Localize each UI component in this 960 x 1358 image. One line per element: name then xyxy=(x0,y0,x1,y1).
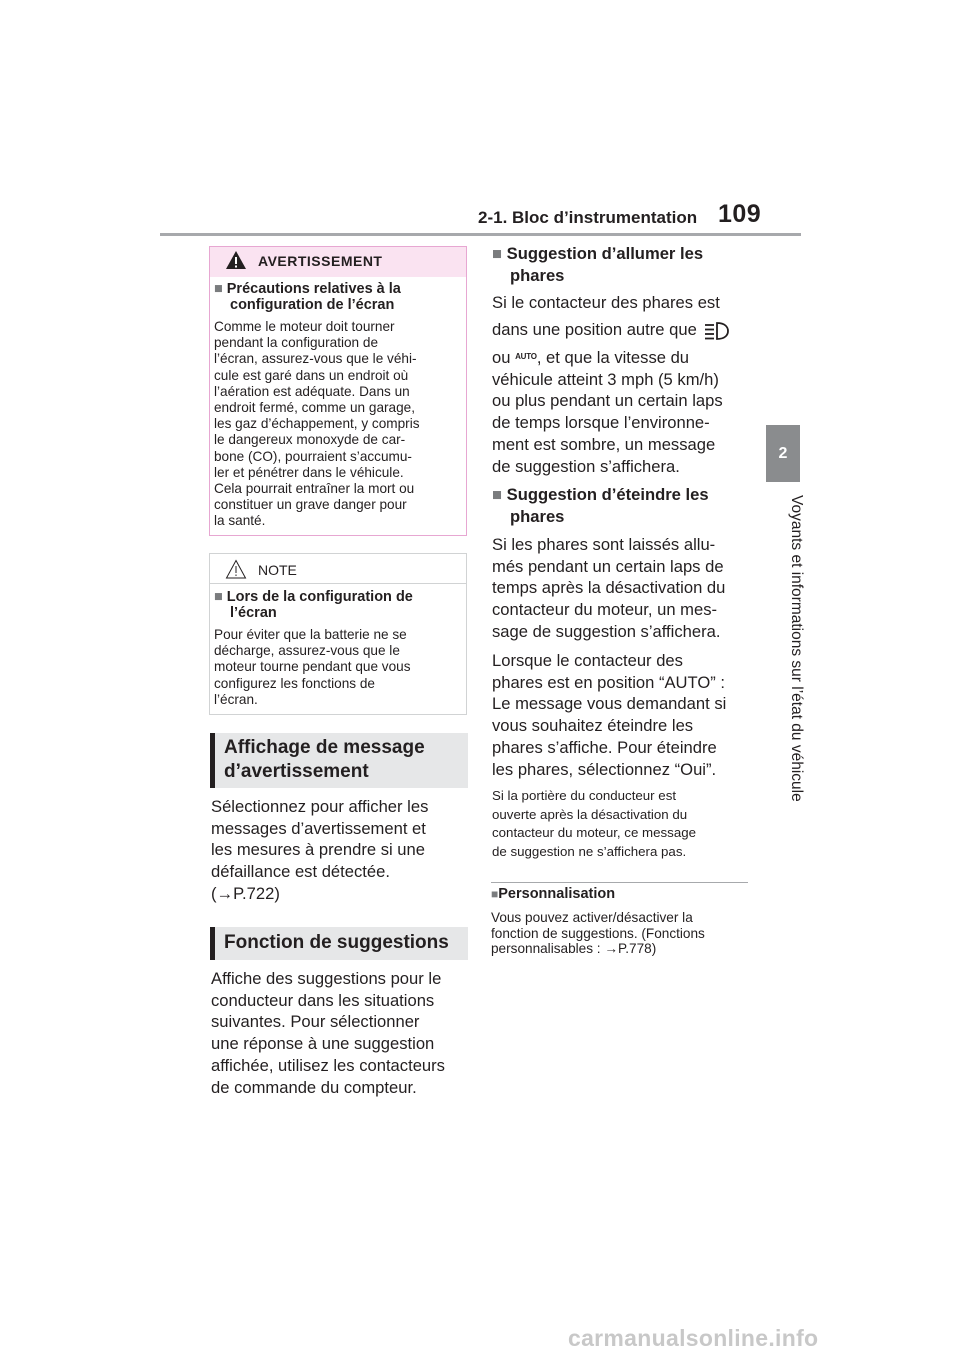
personalisation-heading-text: Personnalisation xyxy=(498,886,616,902)
section-heading-line: d’avertissement xyxy=(224,761,369,782)
paragraph-line: de commande du compteur. xyxy=(211,1077,417,1097)
paragraph-line-with-icon xyxy=(492,319,754,346)
section-heading-bar xyxy=(210,927,215,960)
note-body-line: l’écran. xyxy=(214,691,258,707)
warning-body-line: cule est garé dans un endroit où xyxy=(214,367,409,383)
paragraph-line: Sélectionnez pour afficher les xyxy=(211,797,429,816)
paragraph-line: phares est en position “AUTO” : xyxy=(492,672,726,692)
warning-subtitle-line: configuration de l’écran xyxy=(230,297,395,313)
paragraph-line: de temps lorsque l’environne- xyxy=(492,413,710,433)
subheading-line: phares xyxy=(510,506,565,526)
page-reference: (→P.722) xyxy=(211,883,280,903)
section-heading-warning-message xyxy=(210,733,468,788)
paragraph-line: vous souhaitez éteindre les xyxy=(492,716,694,736)
warning-body-line: le dangereux monoxyde de car- xyxy=(214,432,406,448)
square-bullet-icon: ■ xyxy=(214,589,223,605)
paragraph-line: més pendant un certain laps de xyxy=(492,556,724,576)
warning-message-paragraph xyxy=(211,796,471,905)
paragraph-line: affichée, utilisez les contacteurs xyxy=(211,1055,445,1075)
door-note-paragraph xyxy=(492,787,754,861)
note-title: NOTE xyxy=(258,562,297,578)
auto-position-paragraph xyxy=(492,650,754,780)
paragraph-line: Lorsque le contacteur des xyxy=(492,651,683,670)
square-bullet-icon: ■ xyxy=(492,485,503,504)
paragraph-line: une réponse à une suggestion xyxy=(211,1034,435,1054)
paragraph-text: , et que la vitesse du xyxy=(536,348,690,367)
section-divider xyxy=(491,882,748,883)
subheading-line: phares xyxy=(510,265,565,285)
warning-body-line: l’écran, assurez-vous que le véhi- xyxy=(214,351,417,367)
paragraph-line: ment est sombre, un message xyxy=(492,434,716,454)
paragraph-line: sage de suggestion s’affichera. xyxy=(492,621,721,641)
warning-body-line: ler et pénétrer dans le véhicule. xyxy=(214,464,404,480)
warning-body-line: bone (CO), pourraient s’accumu- xyxy=(214,448,412,464)
watermark: carmanualsonline.info xyxy=(568,1325,819,1351)
paragraph-line: Si le contacteur des phares est xyxy=(492,293,720,312)
warning-body xyxy=(214,319,466,530)
warning-subtitle-line: Précautions relatives à la xyxy=(226,281,401,297)
section-heading-bar xyxy=(210,733,215,788)
warning-title: AVERTISSEMENT xyxy=(258,253,383,269)
note-subtitle xyxy=(214,589,413,621)
headlight-low-beam-icon xyxy=(701,320,731,342)
chapter-tab: 2 xyxy=(766,425,800,482)
personalisation-heading xyxy=(491,886,615,902)
square-bullet-icon: ■ xyxy=(491,887,499,901)
paragraph-line: Si les phares sont laissés allu- xyxy=(492,535,716,554)
page-reference: personnalisables : →P.778) xyxy=(491,941,657,956)
paragraph-line-with-icon xyxy=(492,346,754,369)
page-number: 109 xyxy=(718,200,762,228)
paragraph-line: fonction de suggestions. (Fonctions xyxy=(491,925,705,941)
paragraph-line: véhicule atteint 3 mph (5 km/h) xyxy=(492,369,719,389)
paragraph-line: phares s’affiche. Pour éteindre xyxy=(492,737,717,757)
paragraph-line: conducteur dans les situations xyxy=(211,990,435,1010)
warning-body-line: les gaz d’échappement, y compris xyxy=(214,416,420,432)
paragraph-line: ou plus pendant un certain laps xyxy=(492,391,723,411)
paragraph-text: dans une position autre que xyxy=(492,320,697,339)
section-heading-suggestions xyxy=(210,927,468,960)
subheading-turn-on-headlights xyxy=(492,243,703,286)
paragraph-line: Vous pouvez activer/désactiver la xyxy=(491,910,693,925)
note-body-line: décharge, assurez-vous que le xyxy=(214,643,400,659)
warning-body-line: pendant la configuration de xyxy=(214,335,379,351)
warning-body-line: Cela pourrait entraîner la mort ou xyxy=(214,481,415,497)
paragraph-line: ouverte après la désactivation du xyxy=(492,806,688,822)
subheading-line: Suggestion d’allumer les xyxy=(506,244,704,263)
section-heading-line: Affichage de message xyxy=(224,737,425,758)
paragraph-text: ou xyxy=(492,348,511,367)
chapter-title: Voyants et informations sur l’état du véhicule xyxy=(788,495,805,802)
paragraph-line: Affiche des suggestions pour le xyxy=(211,969,442,988)
note-body-line: Pour éviter que la batterie ne se xyxy=(214,627,407,642)
subheading-line: Suggestion d’éteindre les xyxy=(506,485,709,504)
paragraph-line: suivantes. Pour sélectionner xyxy=(211,1012,420,1032)
warning-body-line: l’aération est adéquate. Dans un xyxy=(214,383,410,399)
paragraph-line: Le message vous demandant si xyxy=(492,694,727,714)
paragraph-line: les mesures à prendre si une xyxy=(211,840,425,860)
paragraph-line: Si la portière du conducteur est xyxy=(492,788,677,803)
warning-body-line: la santé. xyxy=(214,513,266,529)
warning-triangle-icon xyxy=(225,250,247,270)
square-bullet-icon: ■ xyxy=(492,244,503,263)
paragraph-line: contacteur du moteur, ce message xyxy=(492,825,696,840)
paragraph-line: messages d’avertissement et xyxy=(211,818,426,838)
warning-subtitle xyxy=(214,281,401,313)
paragraph-line: les phares, sélectionnez “Oui”. xyxy=(492,759,717,779)
auto-light-icon: AUTO xyxy=(515,352,537,361)
note-body-line: moteur tourne pendant que vous xyxy=(214,659,411,675)
header-rule xyxy=(160,233,801,236)
turn-on-paragraph xyxy=(492,292,754,477)
note-body-line: configurez les fonctions de xyxy=(214,675,375,691)
paragraph-line: contacteur du moteur, un mes- xyxy=(492,600,718,620)
note-body xyxy=(214,627,466,708)
section-heading-text xyxy=(224,736,425,784)
turn-off-paragraph xyxy=(492,534,754,643)
warning-body-line: Comme le moteur doit tourner xyxy=(214,319,395,334)
suggestions-paragraph xyxy=(211,968,473,1098)
subheading-turn-off-headlights xyxy=(492,484,709,527)
note-divider xyxy=(210,583,466,584)
warning-body-line: constituer un grave danger pour xyxy=(214,497,407,513)
paragraph-line: de suggestion s’affichera. xyxy=(492,456,680,476)
paragraph-line: défaillance est détectée. xyxy=(211,862,390,882)
section-heading-text: Fonction de suggestions xyxy=(224,932,449,953)
personalisation-body xyxy=(491,910,753,957)
paragraph-line: temps après la désactivation du xyxy=(492,578,726,598)
note-subtitle-line: Lors de la configuration de xyxy=(226,589,413,605)
square-bullet-icon: ■ xyxy=(214,281,223,297)
caution-triangle-icon xyxy=(225,559,247,579)
warning-body-line: endroit fermé, comme un garage, xyxy=(214,400,415,416)
note-subtitle-line: l’écran xyxy=(230,605,277,621)
section-title: 2-1. Bloc d’instrumentation xyxy=(478,208,698,227)
paragraph-line: de suggestion ne s’affichera pas. xyxy=(492,843,687,859)
